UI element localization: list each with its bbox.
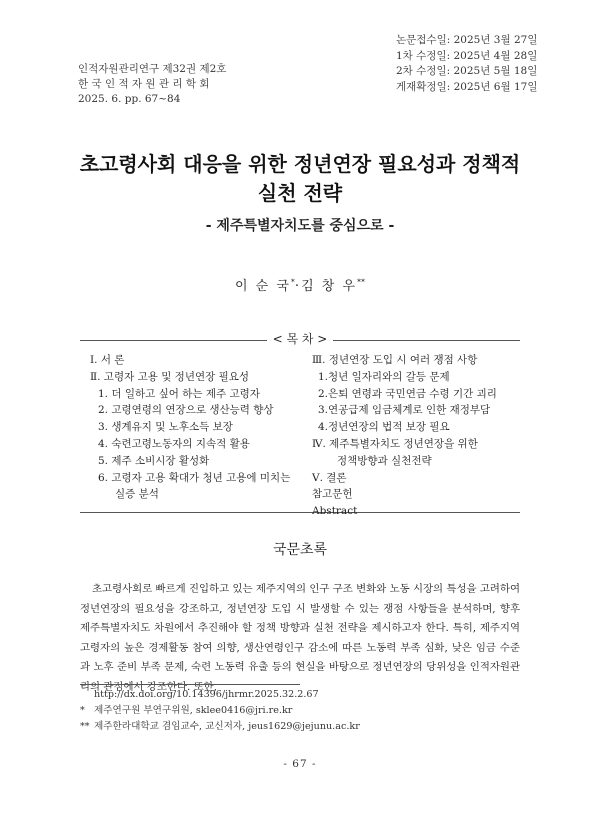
society-name: 한 국 인 적 자 원 관 리 학 회 bbox=[78, 78, 210, 90]
paper-title bbox=[0, 150, 600, 208]
title-line-1: 초고령사회 대응을 위한 정년연장 필요성과 정책적 bbox=[79, 152, 521, 176]
paper-subtitle: - 제주특별자치도를 중심으로 - bbox=[205, 218, 395, 234]
author-1: 이 순 국 bbox=[234, 279, 291, 294]
author-line bbox=[0, 275, 600, 294]
journal-name: 인적자원관리연구 제32권 제2호 bbox=[78, 63, 227, 75]
footnote-1 bbox=[80, 703, 360, 719]
toc-item: 1. 더 일하고 싶어 하는 제주 고령자 bbox=[98, 387, 260, 400]
toc-item: Ⅳ. 제주특별자치도 정년연장을 위한 bbox=[312, 437, 478, 450]
toc-item: 참고문헌 bbox=[312, 488, 353, 501]
toc-heading: < 목 차 > bbox=[0, 330, 600, 347]
author-1-mark: * bbox=[290, 277, 295, 287]
abstract-paragraph: 초고령사회로 빠르게 진입하고 있는 제주지역의 인구 구조 변화와 노동 시장의 특성을 고려하여 정년연장의 필요성을 강조하고, 정년연장 도입 시 발생할 수 있는 쟁점 사항들을 분석하며, 향후 제주특별자치도 차원에서 추진해야 할 정책 방향과 실천 전략을 제시하고자 한다. 특히, 제주지역 고령자의 높은 경제활동 참여 의향, 생산연령인구 감소에 따른 노동력 부족 심화, 낮은 임금 수준과 노후 준비 부족 문제, 숙련 노동력 유출 등의 현실을 바탕으로 정년연장의 당위성을 인적자원관리의 관점에서 강조한다. 또한, bbox=[80, 583, 520, 693]
issue-pages: 2025. 6. pp. 67~84 bbox=[78, 93, 181, 105]
title-line-2: 실천 전략 bbox=[257, 181, 343, 205]
date-received: 논문접수일: 2025년 3월 27일 bbox=[396, 34, 538, 46]
toc-left-column bbox=[90, 352, 300, 503]
author-2-mark: ** bbox=[357, 277, 366, 287]
toc-item: Ⅲ. 정년연장 도입 시 여러 쟁점 사항 bbox=[312, 354, 478, 366]
toc-item: 5. 제주 소비시장 활성화 bbox=[98, 454, 210, 467]
toc-item: Ⅴ. 결론 bbox=[312, 471, 347, 484]
toc-item: 2.은퇴 연령과 국민연금 수령 기간 괴리 bbox=[318, 387, 497, 400]
date-revised-2: 2차 수정일: 2025년 5월 18일 bbox=[396, 65, 538, 77]
toc-right-column bbox=[312, 352, 512, 520]
footnote-1-text: 제주연구원 부연구위원, sklee0416@jri.re.kr bbox=[94, 705, 293, 716]
toc-item: Ⅱ. 고령자 고용 및 정년연장 필요성 bbox=[90, 370, 250, 383]
footnote-2-mark: ** bbox=[80, 721, 90, 732]
date-revised-1: 1차 수정일: 2025년 4월 28일 bbox=[396, 49, 538, 62]
footnote-2-text: 제주한라대학교 겸임교수, 교신저자, jeus1629@jejunu.ac.kr bbox=[94, 721, 360, 732]
toc-item: 6. 고령자 고용 확대가 청년 고용에 미치는 bbox=[98, 471, 291, 484]
toc-item-continuation: 실증 분석 bbox=[115, 488, 159, 501]
footnote-1-mark: * bbox=[80, 705, 85, 716]
toc-item: 3. 생계유지 및 노후소득 보장 bbox=[98, 421, 233, 434]
doi-link[interactable]: http://dx.doi.org/10.14396/jhrmr.2025.32.2.67 bbox=[94, 689, 319, 700]
footnotes bbox=[80, 687, 360, 735]
toc-item: 2. 고령연령의 연장으로 생산능력 향상 bbox=[98, 404, 274, 417]
author-separator: · bbox=[294, 279, 302, 294]
toc-item: 1.청년 일자리와의 갈등 문제 bbox=[318, 370, 450, 383]
toc-item: Ⅰ. 서 론 bbox=[90, 354, 125, 366]
author-2: 김 창 우 bbox=[301, 279, 358, 294]
footnote-rule bbox=[80, 684, 300, 685]
toc-item: 4.정년연장의 법적 보장 필요 bbox=[318, 421, 450, 434]
journal-info bbox=[78, 62, 226, 107]
toc-item: 3.연공급제 임금체계로 인한 재정부담 bbox=[318, 404, 491, 417]
submission-dates bbox=[396, 33, 537, 95]
toc-item: Abstract bbox=[312, 505, 358, 518]
footnote-2 bbox=[80, 719, 360, 735]
page-number: - 67 - bbox=[283, 758, 317, 770]
date-accepted: 게재확정일: 2025년 6월 17일 bbox=[396, 80, 538, 93]
abstract-heading: 국문초록 bbox=[272, 542, 328, 558]
abstract-body bbox=[80, 580, 520, 697]
toc-item: 4. 숙련고령노동자의 지속적 활용 bbox=[98, 437, 250, 450]
toc-item-continuation: 정책방향과 실천전략 bbox=[337, 454, 432, 467]
